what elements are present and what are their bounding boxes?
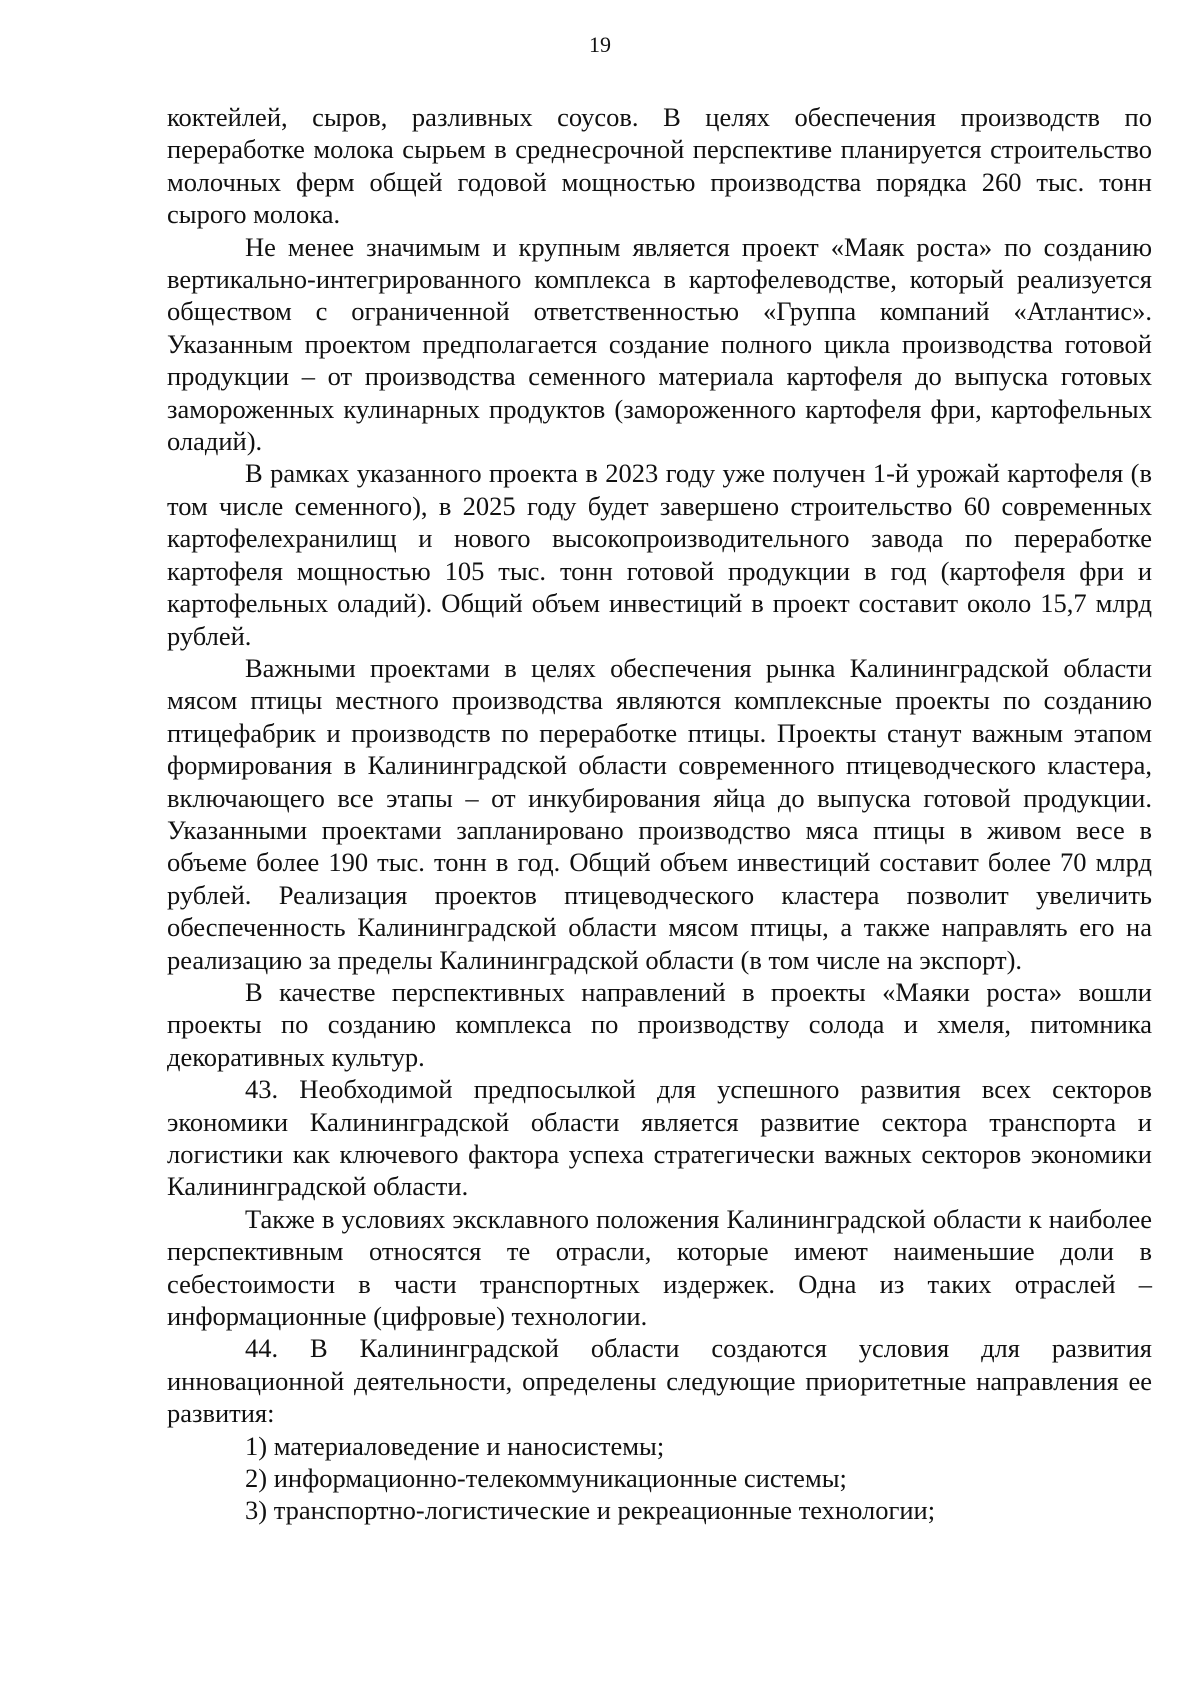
paragraph-continuation: коктейлей, сыров, разливных соусов. В целях обеспечения производств по переработке молока сырьем в среднесрочной перспективе планируется строительство молочных ферм общей годовой мощностью производства порядка 260 тыс. тонн сырого молока. (167, 102, 1152, 230)
paragraph-project-2023: В рамках указанного проекта в 2023 году уже получен 1-й урожай картофеля (в том числе семенного), в 2025 году будет завершено строительство 60 современных картофелехранилищ и нового высокопроизводительного завода по переработке картофеля мощностью 105 тыс. тонн готовой продукции в год (картофеля фри и картофельных оладий). Общий объем инвестиций в проект составит около 15,7 млрд рублей. (167, 458, 1152, 651)
paragraph-item-43: 43. Необходимой предпосылкой для успешного развития всех секторов экономики Калининградской области является развитие сектора транспорта и логистики как ключевого фактора успеха стратегически важных секторов экономики Калининградской области. (167, 1074, 1152, 1202)
list-item: 2) информационно-телекоммуникационные системы; (245, 1463, 847, 1494)
paragraph-poultry-projects: Важными проектами в целях обеспечения рынка Калининградской области мясом птицы местного производства являются комплексные проекты по созданию птицефабрик и производств по переработке птицы. Проекты станут важным этапом формирования в Калининградской области современного птицеводческого кластера, включающего все этапы – от инкубирования яйца до выпуска готовой продукции. Указанными проектами запланировано производство мяса птицы в живом весе в объеме более 190 тыс. тонн в год. Общий объем инвестиций составит более 70 млрд рублей. Реализация проектов птицеводческого кластера позволит увеличить обеспеченность Калининградской области мясом птицы, а также направлять его на реализацию за пределы Калининградской области (в том числе на экспорт). (167, 652, 1152, 975)
paragraph-item-44: 44. В Калининградской области создаются условия для развития инновационной деятельности, определены следующие приоритетные направления ее развития: (167, 1333, 1152, 1429)
paragraph-mayak-rosta-potato: Не менее значимым и крупным является проект «Маяк роста» по созданию вертикально-интегрированного комплекса в картофелеводстве, который реализуется обществом с ограниченной ответственностью «Группа компаний «Атлантис». Указанным проектом предполагается создание полного цикла производства готовой продукции – от производства семенного материала картофеля до выпуска готовых замороженных кулинарных продуктов (замороженного картофеля фри, картофельных оладий). (167, 231, 1152, 457)
list-item: 3) транспортно-логистические и рекреационные технологии; (245, 1495, 936, 1526)
paragraph-perspective-directions: В качестве перспективных направлений в проекты «Маяки роста» вошли проекты по созданию комплекса по производству солода и хмеля, питомника декоративных культур. (167, 976, 1152, 1072)
document-body (167, 101, 1152, 1527)
page-number: 19 (589, 32, 611, 57)
paragraph-exclave: Также в условиях эксклавного положения Калининградской области к наиболее перспективным относятся те отрасли, которые имеют наименьшие доли в себестоимости в части транспортных издержек. Одна из таких отраслей – информационные (цифровые) технологии. (167, 1203, 1152, 1332)
list-item: 1) материаловедение и наносистемы; (245, 1430, 665, 1461)
